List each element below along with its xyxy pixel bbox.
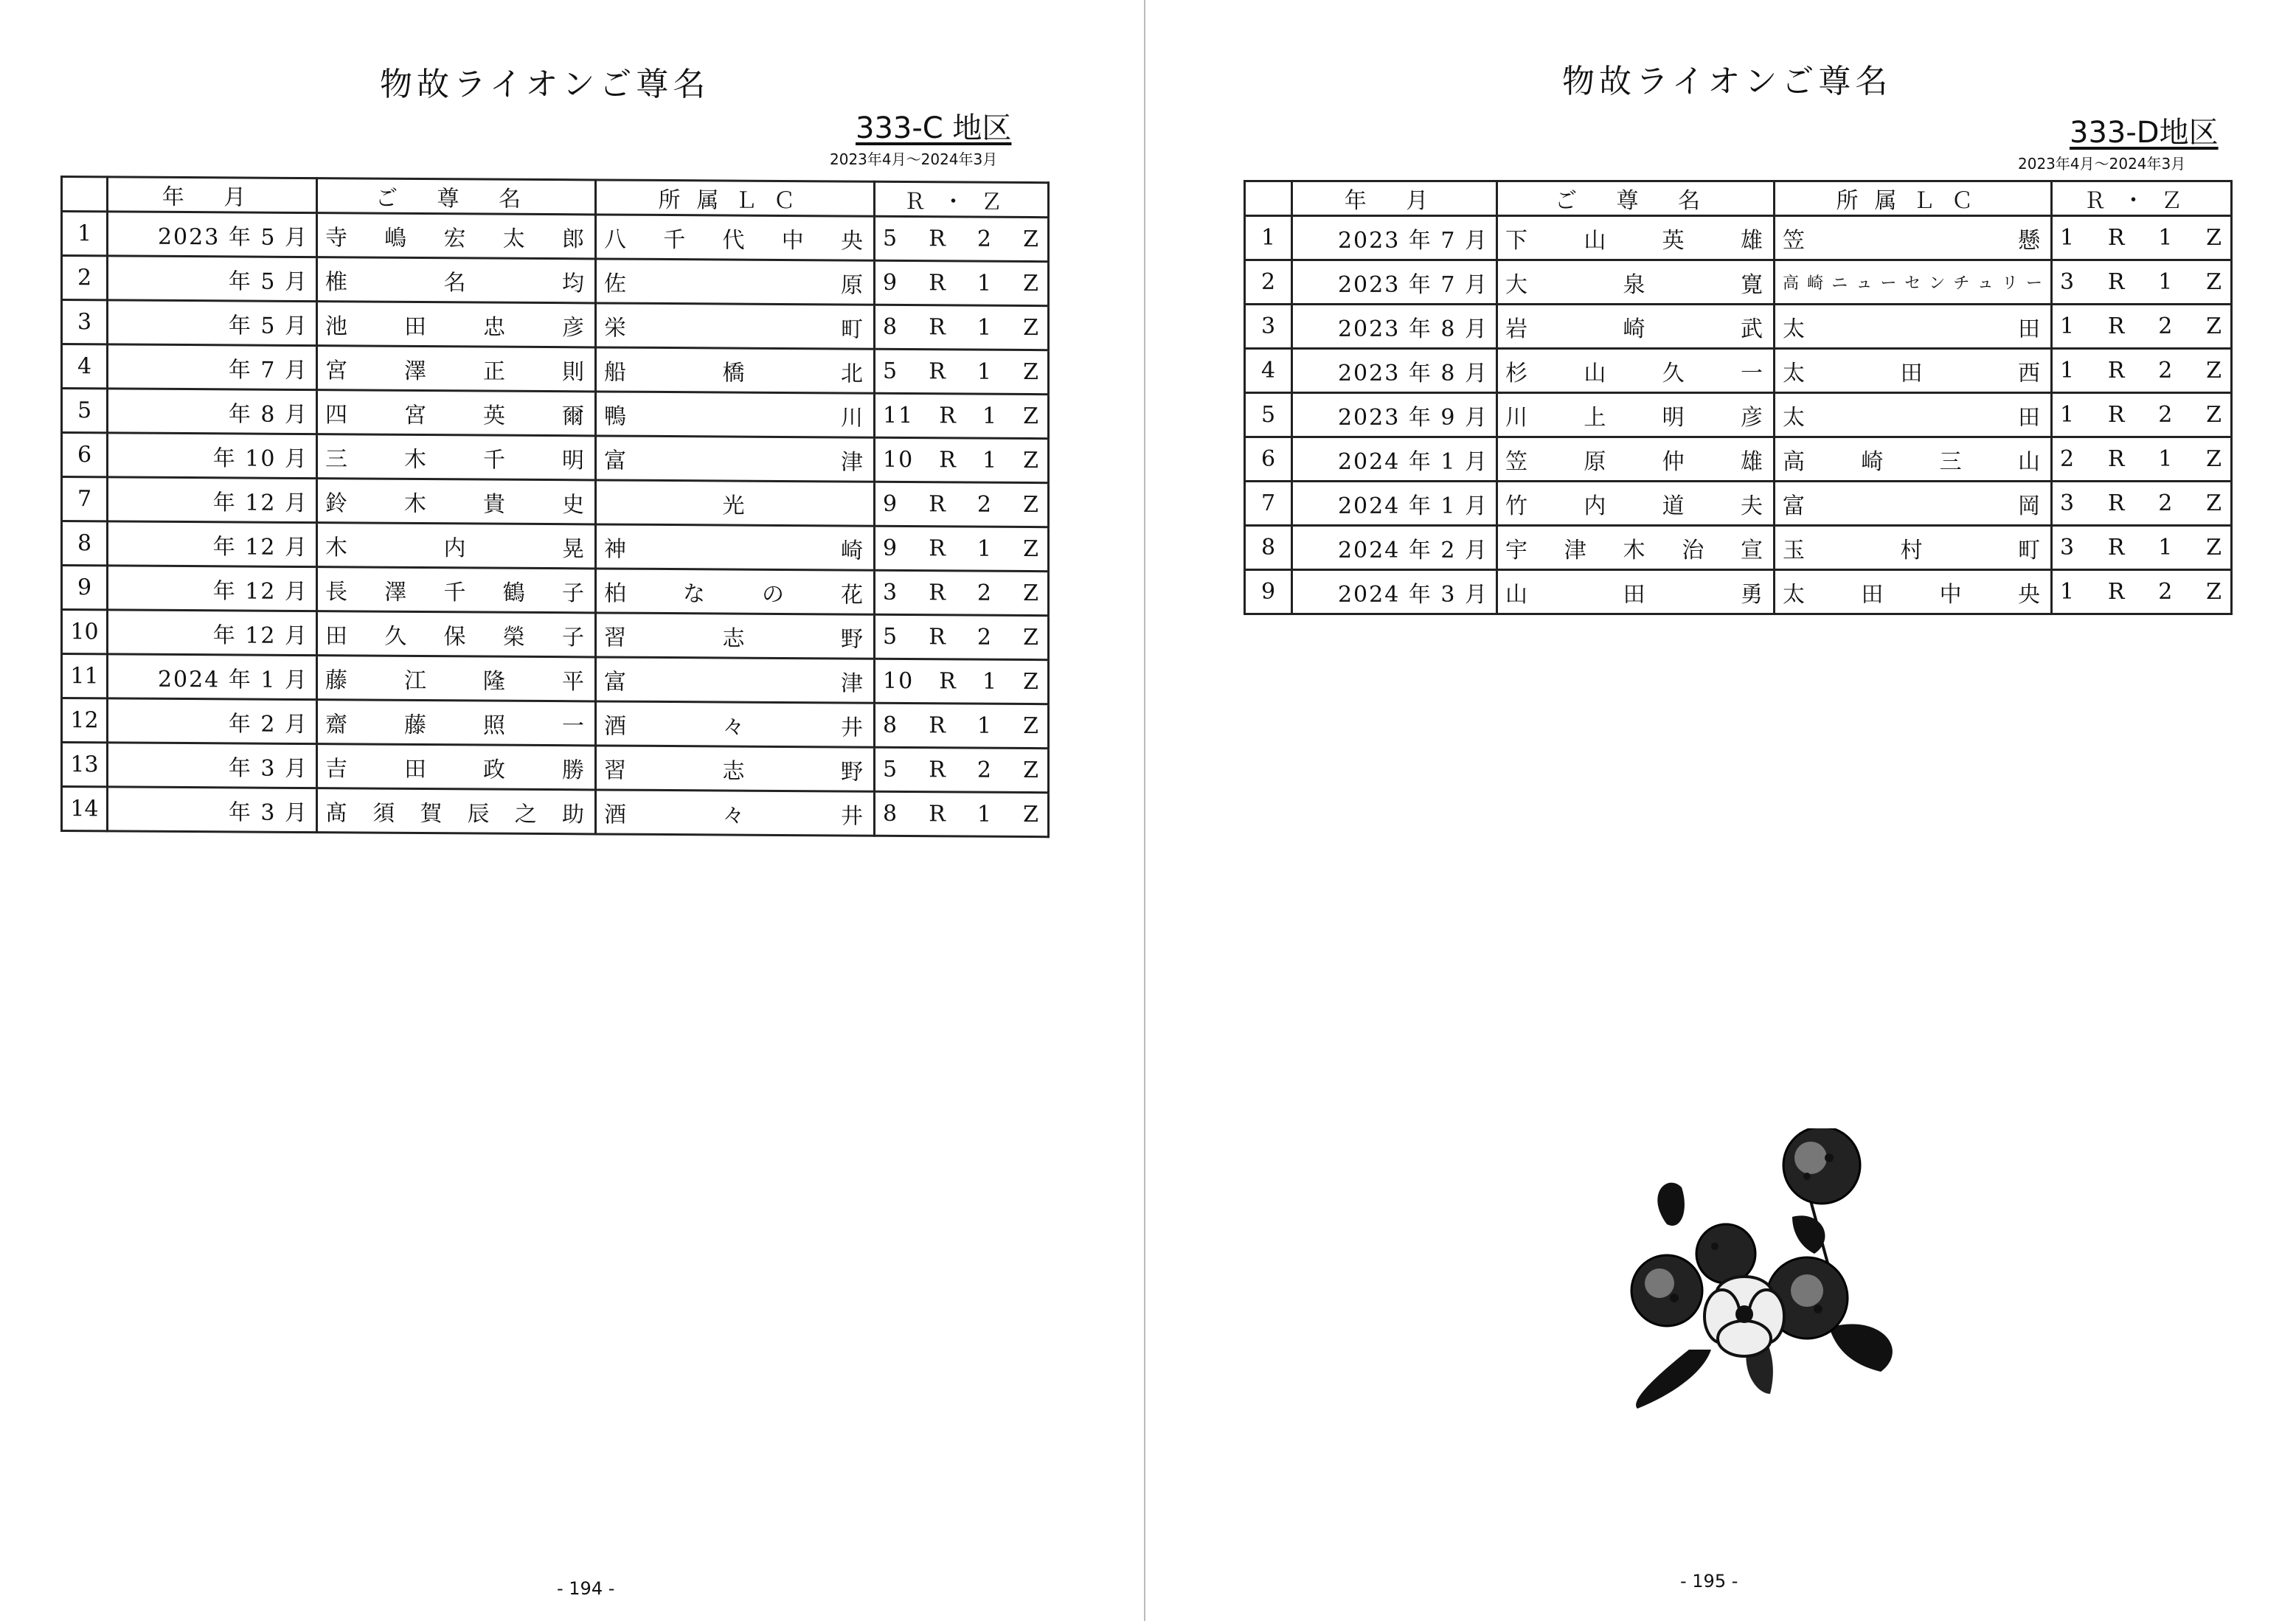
- row-number: 8: [1245, 526, 1292, 570]
- row-rz: 10 R 1 Z: [875, 437, 1049, 482]
- row-rz: 3 R 1 Z: [2052, 526, 2232, 570]
- row-number: 1: [1245, 216, 1292, 260]
- header-rz: Ｒ・Ｚ: [875, 181, 1049, 217]
- row-name: 笠 原 仲 雄: [1497, 437, 1775, 482]
- row-number: 12: [62, 698, 108, 743]
- table-row: [1245, 482, 2232, 526]
- row-club: 神 崎: [596, 524, 875, 570]
- table-row: [1245, 305, 2232, 349]
- row-club: 船 橋 北: [596, 347, 875, 393]
- row-name: 長 澤 千 鶴 子: [317, 567, 596, 613]
- row-name: 大 泉 寛: [1497, 260, 1775, 305]
- row-club: 太 田: [1775, 393, 2052, 437]
- row-rz: 1 R 2 Z: [2052, 349, 2232, 393]
- row-club: 光: [596, 480, 875, 526]
- row-club: 八 千 代 中 央: [596, 215, 875, 260]
- row-name: 田 久 保 榮 子: [317, 611, 596, 657]
- row-name: 池 田 忠 彦: [317, 302, 596, 347]
- row-rz: 8 R 1 Z: [875, 703, 1049, 748]
- row-date: 2023 年 8 月: [1292, 349, 1497, 393]
- row-date: 年 3 月: [108, 787, 317, 833]
- table-row: [1245, 570, 2232, 614]
- memorial-table-333c: [60, 176, 1050, 838]
- row-date: 2023 年 5 月: [108, 212, 317, 257]
- row-club: 柏 な の 花: [596, 569, 875, 614]
- row-date: 年 3 月: [108, 743, 317, 788]
- header-number: [1245, 181, 1292, 216]
- row-name: 齋 藤 照 一: [317, 700, 596, 746]
- row-rz: 5 R 1 Z: [875, 349, 1049, 394]
- row-number: 9: [62, 566, 108, 610]
- row-date: 年 12 月: [108, 610, 317, 656]
- table-row: [62, 389, 1049, 439]
- row-rz: 9 R 2 Z: [875, 482, 1049, 527]
- row-date: 年 12 月: [108, 521, 317, 567]
- row-name: 髙 須 賀 辰 之 助: [317, 788, 596, 834]
- header-date: 年 月: [1292, 181, 1497, 216]
- period-label: 2023年4月～2024年3月: [2018, 155, 2186, 173]
- table-row: [62, 610, 1049, 660]
- row-club: 酒 々 井: [596, 790, 875, 836]
- row-rz: 8 R 1 Z: [875, 791, 1049, 836]
- row-number: 5: [1245, 393, 1292, 437]
- table-row: [1245, 349, 2232, 393]
- row-name: 三 木 千 明: [317, 434, 596, 480]
- row-club: 高崎ニューセンチュリー: [1775, 260, 2052, 305]
- row-rz: 10 R 1 Z: [875, 659, 1049, 704]
- row-name: 下 山 英 雄: [1497, 216, 1775, 260]
- row-date: 年 5 月: [108, 300, 317, 346]
- row-rz: 1 R 2 Z: [2052, 570, 2232, 614]
- row-rz: 5 R 2 Z: [875, 614, 1049, 659]
- table-row: [1245, 216, 2232, 260]
- row-rz: 1 R 2 Z: [2052, 305, 2232, 349]
- row-date: 2024 年 1 月: [1292, 482, 1497, 526]
- row-name: 岩 崎 武: [1497, 305, 1775, 349]
- header-number: [62, 177, 108, 212]
- row-number: 8: [62, 521, 108, 566]
- row-club: 笠 懸: [1775, 216, 2052, 260]
- row-club: 富 岡: [1775, 482, 2052, 526]
- row-club: 習 志 野: [596, 746, 875, 791]
- table-row: [62, 256, 1049, 306]
- table-row: [62, 521, 1049, 572]
- row-date: 年 7 月: [108, 344, 317, 390]
- row-club: 鴨 川: [596, 392, 875, 437]
- table-header-row: [62, 177, 1049, 218]
- row-rz: 9 R 1 Z: [875, 526, 1049, 571]
- table-row: [62, 212, 1049, 262]
- left-page: [0, 0, 1142, 1621]
- row-date: 年 12 月: [108, 477, 317, 523]
- table-row: [1245, 260, 2232, 305]
- row-number: 11: [62, 654, 108, 698]
- table-row: [62, 743, 1049, 793]
- row-rz: 5 R 2 Z: [875, 747, 1049, 792]
- row-club: 高 崎 三 山: [1775, 437, 2052, 482]
- table-row: [62, 787, 1049, 837]
- header-name: ご 尊 名: [317, 178, 596, 215]
- row-number: 4: [62, 344, 108, 389]
- header-rz: Ｒ・Ｚ: [2052, 181, 2232, 216]
- row-number: 3: [62, 300, 108, 344]
- header-club: 所属ＬＣ: [1775, 181, 2052, 216]
- header-club: 所属ＬＣ: [596, 180, 875, 216]
- row-name: 鈴 木 貴 史: [317, 479, 596, 524]
- row-name: 四 宮 英 爾: [317, 390, 596, 436]
- table-row: [62, 477, 1049, 527]
- row-rz: 11 R 1 Z: [875, 393, 1049, 438]
- row-number: 14: [62, 787, 108, 831]
- row-number: 1: [62, 212, 108, 256]
- row-number: 2: [1245, 260, 1292, 305]
- page-number: - 194 -: [557, 1578, 615, 1599]
- row-number: 7: [1245, 482, 1292, 526]
- table-row: [62, 654, 1049, 704]
- header-name: ご 尊 名: [1497, 181, 1775, 216]
- row-club: 太 田 西: [1775, 349, 2052, 393]
- page-title: 物故ライオンご尊名: [380, 66, 710, 103]
- row-name: 宮 澤 正 則: [317, 346, 596, 392]
- row-name: 藤 江 隆 平: [317, 656, 596, 701]
- row-number: 6: [62, 433, 108, 477]
- row-date: 年 5 月: [108, 256, 317, 302]
- row-name: 川 上 明 彦: [1497, 393, 1775, 437]
- row-date: 2023 年 7 月: [1292, 260, 1497, 305]
- row-date: 2024 年 1 月: [108, 654, 317, 700]
- row-rz: 2 R 1 Z: [2052, 437, 2232, 482]
- row-club: 玉 村 町: [1775, 526, 2052, 570]
- row-name: 杉 山 久 一: [1497, 349, 1775, 393]
- right-page: [1148, 0, 2296, 1621]
- table-row: [1245, 437, 2232, 482]
- row-rz: 5 R 2 Z: [875, 216, 1049, 261]
- table-row: [62, 433, 1049, 483]
- district-label: 333-D地区: [2070, 116, 2219, 150]
- table-row: [62, 566, 1049, 616]
- table-row: [62, 698, 1049, 749]
- row-date: 年 8 月: [108, 389, 317, 434]
- flower-illustration: [1586, 1128, 1940, 1409]
- row-date: 2024 年 3 月: [1292, 570, 1497, 614]
- row-date: 年 10 月: [108, 433, 317, 479]
- row-name: 寺 嶋 宏 太 郎: [317, 213, 596, 259]
- row-rz: 9 R 1 Z: [875, 260, 1049, 305]
- row-number: 13: [62, 743, 108, 787]
- row-name: 山 田 勇: [1497, 570, 1775, 614]
- row-name: 竹 内 道 夫: [1497, 482, 1775, 526]
- table-row: [1245, 393, 2232, 437]
- header-date: 年 月: [108, 177, 317, 213]
- row-date: 2024 年 2 月: [1292, 526, 1497, 570]
- row-number: 2: [62, 256, 108, 300]
- row-club: 富 津: [596, 657, 875, 703]
- row-rz: 8 R 1 Z: [875, 305, 1049, 350]
- row-date: 2023 年 7 月: [1292, 216, 1497, 260]
- row-date: 2023 年 8 月: [1292, 305, 1497, 349]
- row-number: 6: [1245, 437, 1292, 482]
- page-title: 物故ライオンご尊名: [1562, 63, 1893, 100]
- table-row: [62, 344, 1049, 395]
- row-name: 木 内 晃: [317, 523, 596, 569]
- row-name: 宇 津 木 治 宣: [1497, 526, 1775, 570]
- row-number: 5: [62, 389, 108, 433]
- row-club: 太 田 中 央: [1775, 570, 2052, 614]
- row-name: 吉 田 政 勝: [317, 744, 596, 790]
- row-date: 年 12 月: [108, 566, 317, 611]
- row-number: 3: [1245, 305, 1292, 349]
- row-club: 太 田: [1775, 305, 2052, 349]
- row-name: 椎 名 均: [317, 257, 596, 303]
- row-number: 10: [62, 610, 108, 654]
- row-date: 2023 年 9 月: [1292, 393, 1497, 437]
- table-row: [1245, 526, 2232, 570]
- row-rz: 3 R 1 Z: [2052, 260, 2232, 305]
- row-rz: 1 R 1 Z: [2052, 216, 2232, 260]
- row-number: 9: [1245, 570, 1292, 614]
- table-header-row: [1245, 181, 2232, 216]
- row-club: 習 志 野: [596, 613, 875, 659]
- row-rz: 3 R 2 Z: [2052, 482, 2232, 526]
- memorial-table-333d: [1244, 180, 2233, 615]
- row-rz: 3 R 2 Z: [875, 570, 1049, 615]
- row-rz: 1 R 2 Z: [2052, 393, 2232, 437]
- row-number: 7: [62, 477, 108, 521]
- district-label: 333-C 地区: [856, 111, 1012, 145]
- row-date: 2024 年 1 月: [1292, 437, 1497, 482]
- row-date: 年 2 月: [108, 698, 317, 744]
- period-label: 2023年4月～2024年3月: [830, 150, 998, 168]
- table-row: [62, 300, 1049, 350]
- row-club: 酒 々 井: [596, 701, 875, 747]
- page-gutter: [1142, 0, 1148, 1621]
- row-club: 佐 原: [596, 259, 875, 305]
- row-club: 栄 町: [596, 303, 875, 349]
- row-number: 4: [1245, 349, 1292, 393]
- page-number: - 195 -: [1680, 1571, 1738, 1592]
- row-club: 富 津: [596, 436, 875, 482]
